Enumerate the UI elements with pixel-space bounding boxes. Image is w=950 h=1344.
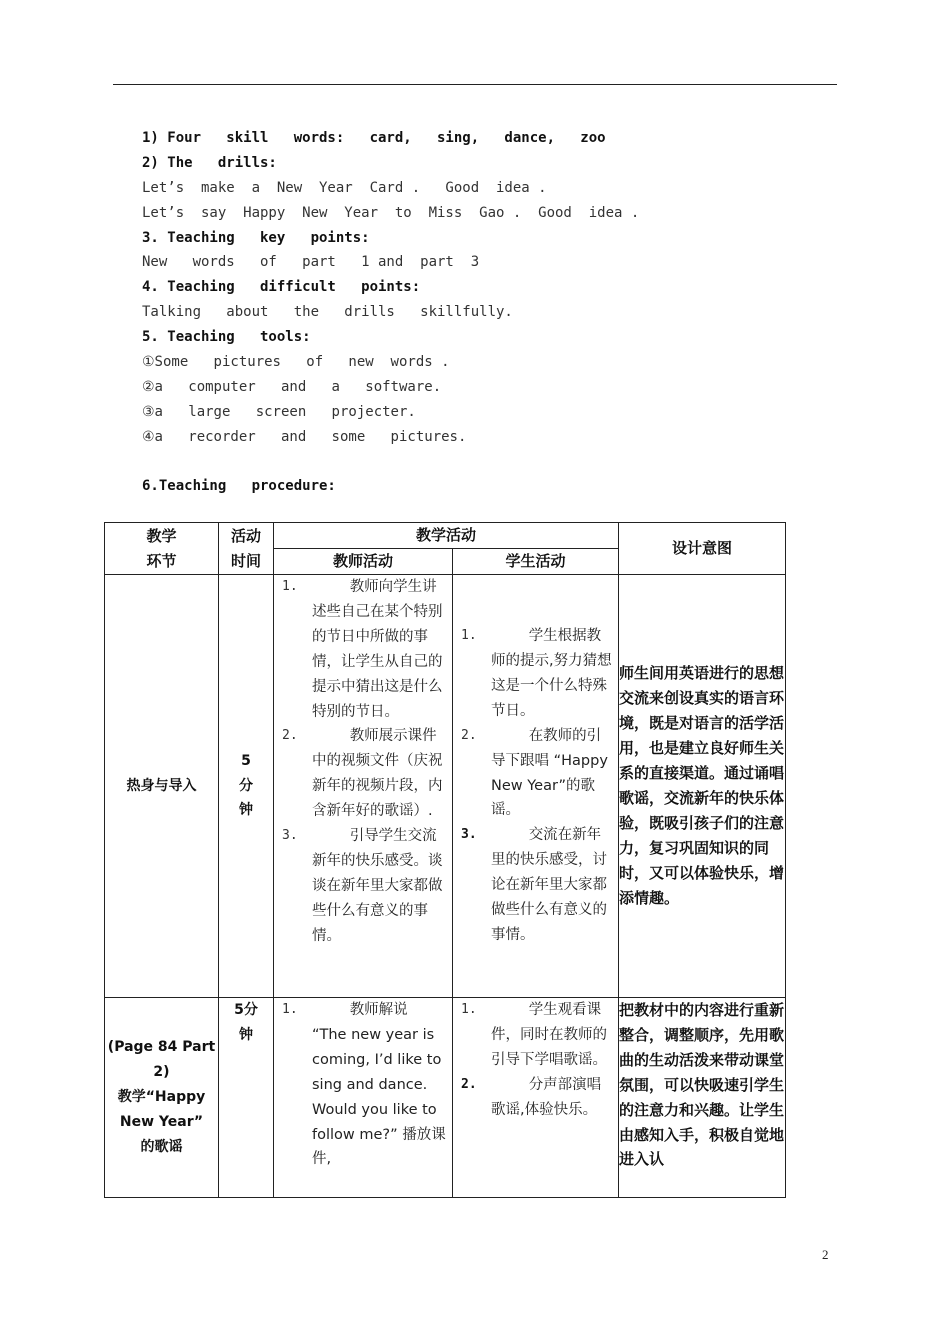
list-item <box>282 724 446 824</box>
text-line: Talking about the drills skillfully. <box>142 304 513 321</box>
list-number: 2. <box>461 727 477 743</box>
stage-cell <box>105 575 219 998</box>
stage-cell <box>105 998 219 1198</box>
list-number: 3. <box>461 827 477 843</box>
intent-cell <box>619 575 786 998</box>
header-time <box>219 523 274 575</box>
header-activities-label: 教学活动 <box>416 526 477 544</box>
header-intent-label: 设计意图 <box>672 539 733 557</box>
lesson-plan-table <box>104 522 786 1198</box>
header-teacher <box>274 549 453 575</box>
list-number: 1. <box>461 628 477 644</box>
text-line: Let’s say Happy New Year to Miss Gao . Good idea . <box>142 204 640 221</box>
teacher-activity-cell <box>274 575 453 998</box>
intent-text: 师生间用英语进行的思想交流来创设真实的语言环境，既是对语言的活学活用，也是建立良好师生关系的直接渠道。通过诵唱歌谣，交流新年的快乐体验，既吸引孩子们的注意力，复习巩固知识的同时，又可以体验快乐，增添情趣。 <box>619 664 785 907</box>
header-student-label: 学生活动 <box>505 552 566 570</box>
table-row <box>105 998 786 1198</box>
stage-text: 热身与导入 <box>126 777 197 794</box>
stage-text: (Page 84 Part 2) 教学“Happy New Year” 的歌谣 <box>107 1039 216 1155</box>
list-item <box>282 998 446 1172</box>
text-line: 1) Four skill words: card, sing, dance, zoo <box>142 130 606 146</box>
list-text: 教师展示课件中的视频文件（庆祝新年的视频片段，内含新年好的歌谣）. <box>312 728 443 820</box>
text-line: Let’s make a New Year Card . Good idea . <box>142 179 547 196</box>
list-text: 在教师的引导下跟唱 “Happy New Year”的歌谣。 <box>491 727 608 819</box>
text-line: 5. Teaching tools: <box>142 329 311 346</box>
header-time-label: 活动 时间 <box>230 526 261 570</box>
text-line: ③a large screen projecter. <box>142 403 416 420</box>
text-line: 3. Teaching key points: <box>142 229 370 246</box>
page-number: 2 <box>822 1247 829 1262</box>
student-activity-cell <box>453 998 619 1198</box>
list-number: 1. <box>282 579 298 594</box>
list-number: 3. <box>282 828 298 844</box>
list-item <box>461 823 612 948</box>
header-activities <box>274 523 619 549</box>
text-line: ②a computer and a software. <box>142 378 442 395</box>
list-item <box>282 575 446 724</box>
list-item <box>282 824 446 949</box>
list-number: 1. <box>461 1002 477 1017</box>
list-item <box>461 624 612 724</box>
list-text: 交流在新年里的快乐感受，讨论在新年里大家都做些什么有意义的事情。 <box>491 827 607 943</box>
text-line: ④a recorder and some pictures. <box>142 428 467 445</box>
list-number: 2. <box>461 1076 477 1092</box>
list-number: 1. <box>282 1002 298 1017</box>
list-text: 教师解说 “The new year is coming, I’d like to sing and dance. Would you like to follow me?” 播放课件, <box>312 1002 446 1168</box>
list-text: 学生根据教师的提示,努力猜想这是一个什么特殊节日。 <box>491 628 612 719</box>
list-item <box>461 998 612 1073</box>
list-text: 分声部演唱歌谣,体验快乐。 <box>491 1076 602 1118</box>
text-line: 2) The drills: <box>142 154 277 171</box>
header-student <box>453 549 619 575</box>
intent-text: 把教材中的内容进行重新整合，调整顺序，先用歌曲的生动活泼来带动课堂氛围，可以快吸速引学生的注意力和兴趣。让学生由感知入手，积极自觉地进入认 <box>619 1001 785 1169</box>
text-line <box>142 450 842 475</box>
body-text <box>142 126 842 499</box>
text-line: 6.Teaching procedure: <box>142 478 336 495</box>
text-line: 4. Teaching difficult points: <box>142 279 421 296</box>
header-stage <box>105 523 219 575</box>
time-cell <box>219 575 274 998</box>
teacher-activity-cell <box>274 998 453 1198</box>
header-rule <box>113 84 837 85</box>
list-text: 引导学生交流新年的快乐感受。谈谈在新年里大家都做些什么有意义的事情。 <box>312 828 443 944</box>
list-text: 学生观看课件，同时在教师的引导下学唱歌谣。 <box>491 1002 607 1068</box>
time-text: 5分 钟 <box>234 1002 258 1043</box>
time-text: 5 分 钟 <box>239 752 253 819</box>
header-stage-label: 教学 环节 <box>146 526 177 570</box>
list-item <box>461 724 612 824</box>
student-activity-cell <box>453 575 619 998</box>
table-row <box>105 575 786 998</box>
header-teacher-label: 教师活动 <box>332 552 393 570</box>
list-text: 教师向学生讲述些自己在某个特别的节日中所做的事情，让学生从自己的提示中猜出这是什么特别的节日。 <box>312 579 443 720</box>
list-number: 2. <box>282 728 298 744</box>
text-line: New words of part 1 and part 3 <box>142 254 480 271</box>
list-item <box>461 1073 612 1123</box>
intent-cell <box>619 998 786 1198</box>
time-cell <box>219 998 274 1198</box>
header-intent <box>619 523 786 575</box>
text-line: ①Some pictures of new words . <box>142 354 450 371</box>
